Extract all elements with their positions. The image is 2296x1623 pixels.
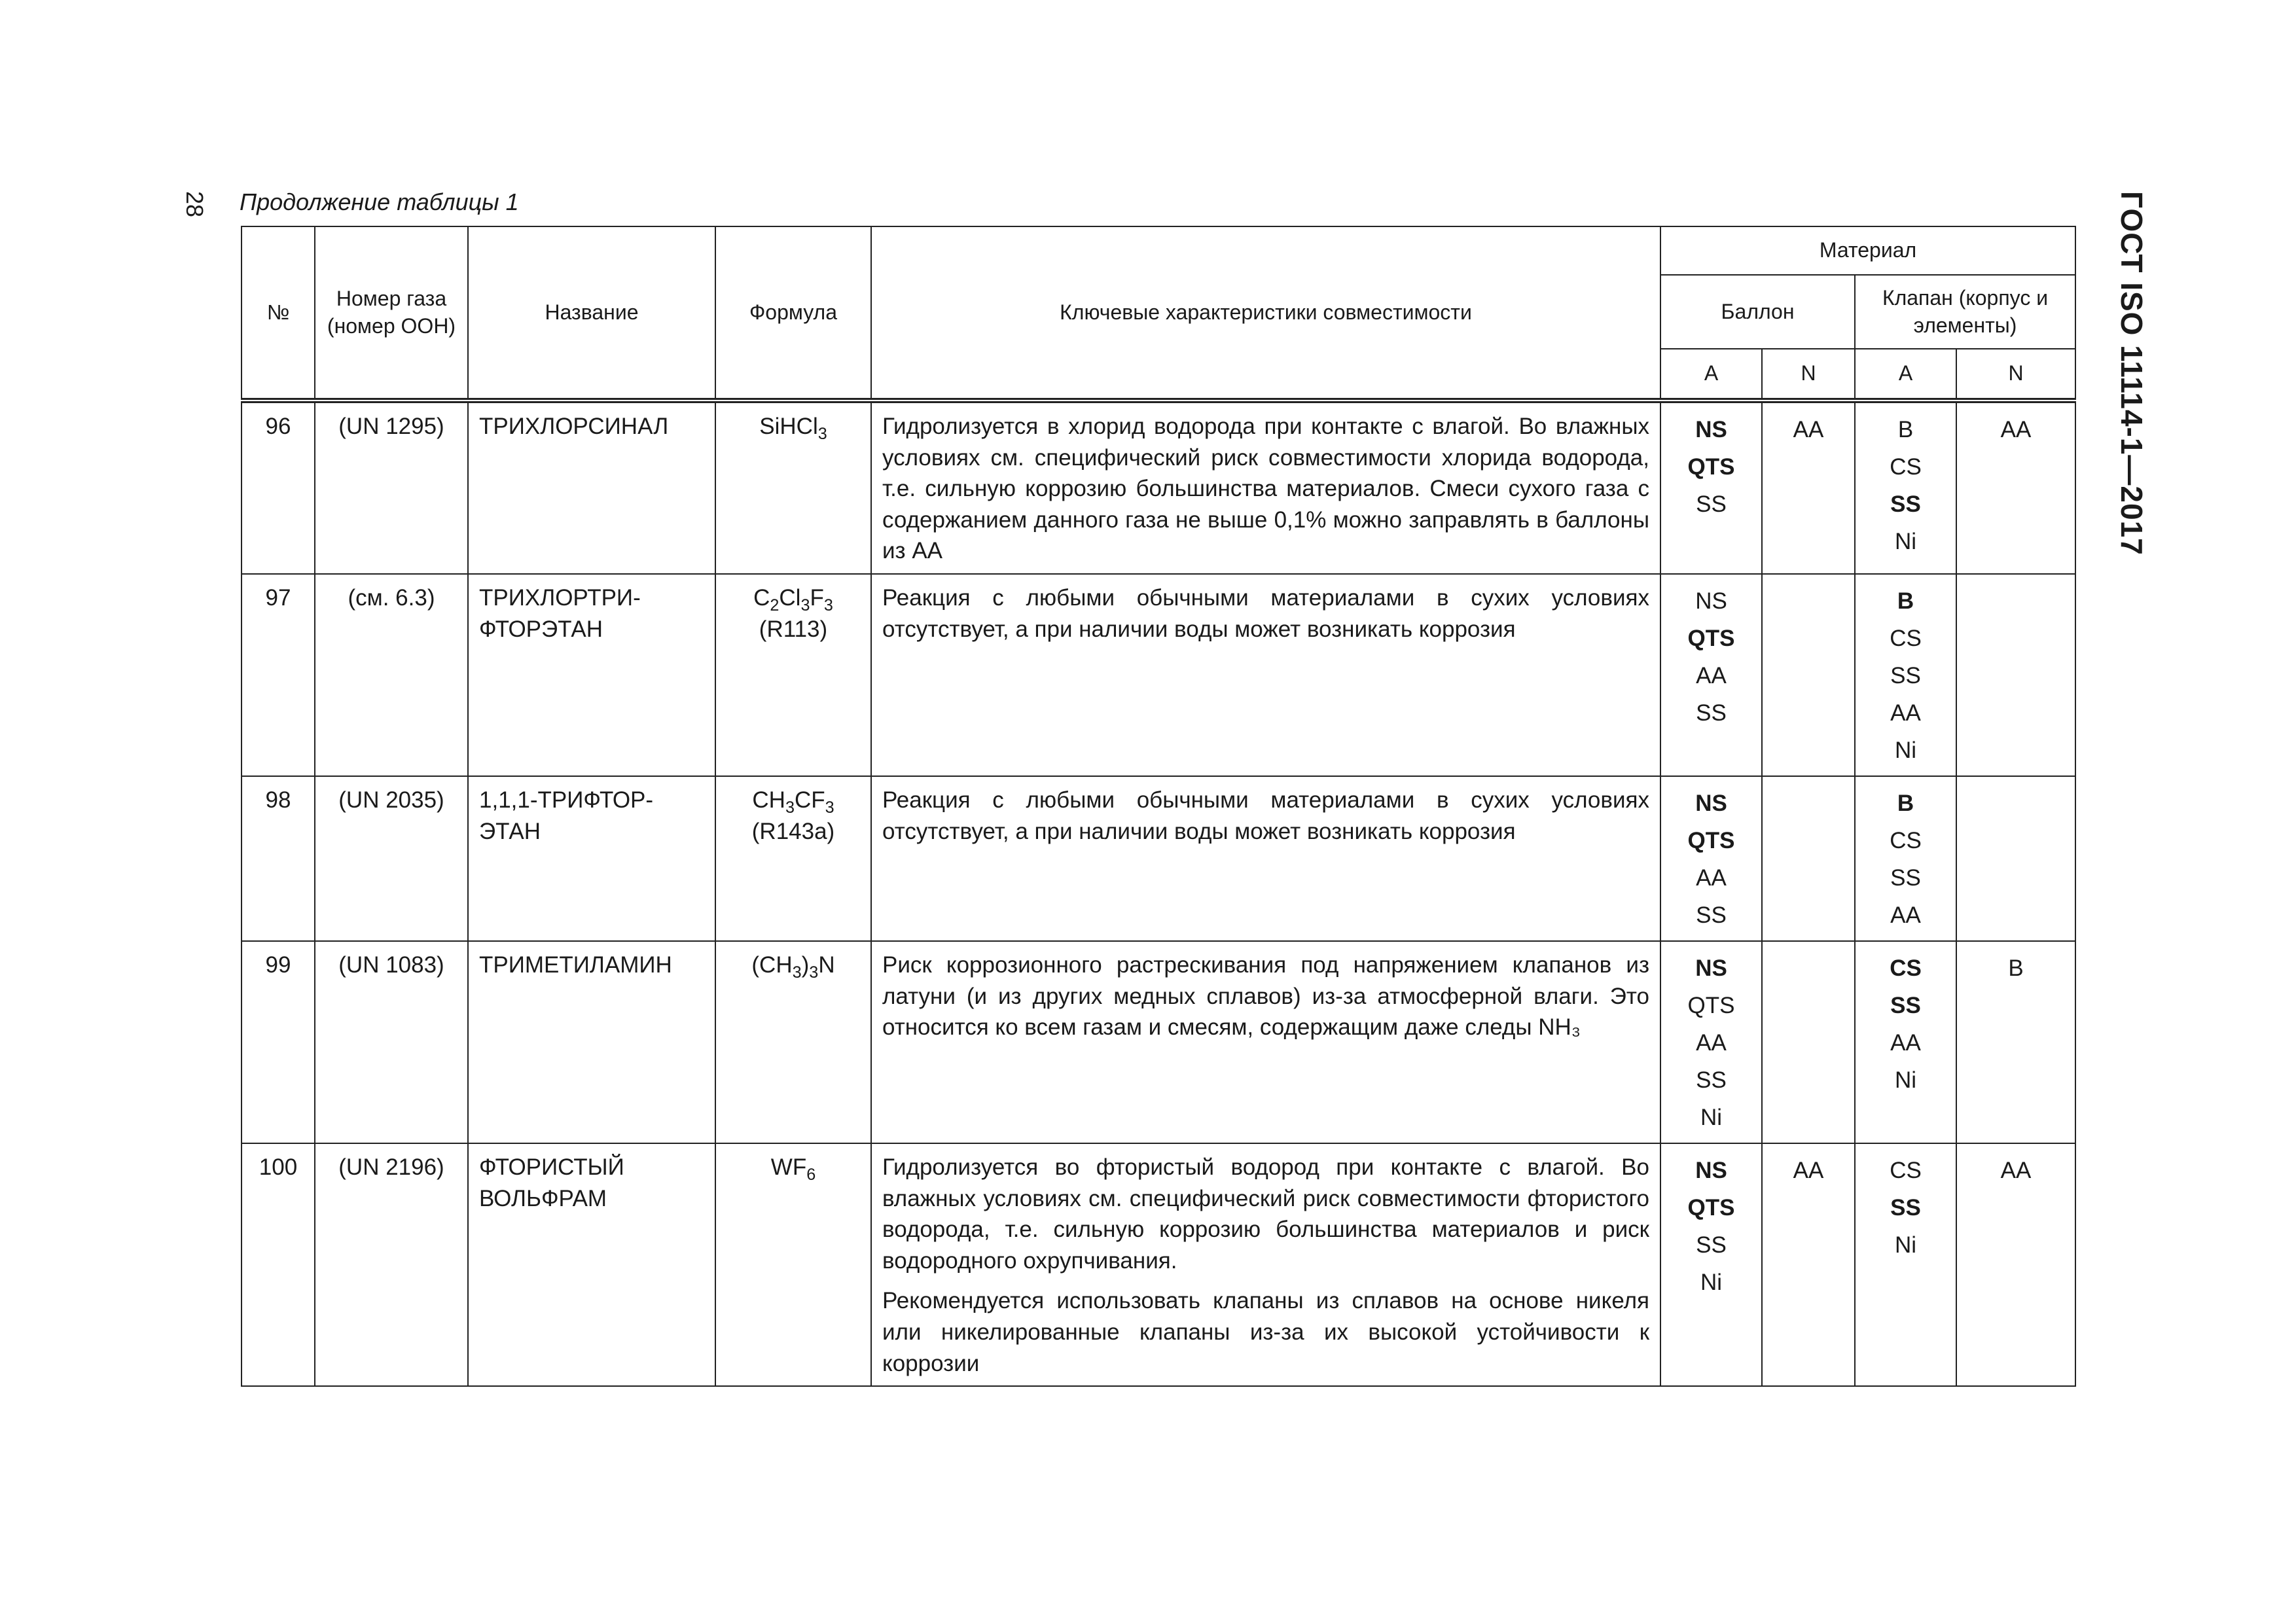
chemical-formula: $C_2Cl_3F_3$ (753, 584, 833, 615)
standard-code: ГОСТ ISO 11114-1—2017 (2115, 191, 2149, 556)
cell-cylinder-a (1660, 401, 1762, 574)
header-cylinder-a: A (1660, 349, 1762, 401)
cell-cylinder-n (1762, 776, 1855, 941)
cell-valve-a (1855, 574, 1956, 776)
cell-cylinder-n (1762, 1143, 1855, 1386)
header-cylinder-n: N (1762, 349, 1855, 401)
cell-cylinder-n (1762, 574, 1855, 776)
cell-valve-a (1855, 1143, 1956, 1386)
material-list (1773, 411, 1844, 448)
material-list (1672, 785, 1751, 934)
page-number: 28 (181, 191, 208, 218)
cell-cylinder-a (1660, 1143, 1762, 1386)
chemical-formula: SiHCl$_3$ (759, 414, 827, 444)
material-code: QTS (1687, 992, 1735, 1018)
material-list (1866, 582, 1945, 769)
compatibility-text: Риск коррозионного растрескивания под напряжением клапанов из латуни (и из других медных сплавов) из-за атмосферной влаги. Это относится ко всем газам и смесям, содержащим даже следы NH₃ (882, 952, 1649, 1041)
header-compatibility: Ключевые характеристики совместимости (871, 226, 1660, 401)
material-code: B (1897, 790, 1914, 816)
material-code: QTS (1687, 827, 1735, 853)
material-code: CS (1890, 1157, 1922, 1183)
header-valve: Клапан (корпус и элементы) (1855, 275, 2075, 349)
header-cylinder: Баллон (1660, 275, 1855, 349)
cell-gas-name: ТРИХЛОРТРИ-ФТОРЭТАН (468, 574, 715, 776)
material-code: NS (1695, 955, 1727, 981)
formula-refrigerant-code: (R143a) (751, 818, 835, 844)
material-code: AA (2000, 1157, 2032, 1183)
cell-formula (715, 941, 871, 1143)
material-list (1672, 411, 1751, 523)
cell-valve-a (1855, 401, 1956, 574)
header-gas-number: Номер газа (номер ООН) (315, 226, 468, 401)
header-valve-a: A (1855, 349, 1956, 401)
material-code: B (1897, 588, 1914, 614)
cell-formula (715, 776, 871, 941)
table-header (242, 226, 2075, 401)
material-code: AA (1696, 1029, 1727, 1056)
cell-cylinder-a (1660, 941, 1762, 1143)
cell-un-number: (см. 6.3) (315, 574, 468, 776)
cell-valve-a (1855, 941, 1956, 1143)
table-row (242, 941, 2075, 1143)
material-code: NS (1695, 790, 1727, 816)
material-code: SS (1696, 491, 1727, 517)
cell-valve-n (1956, 401, 2075, 574)
compatibility-text: Реакция с любыми обычными материалами в сухих условиях отсутствует, а при наличии воды может возникать коррозия (882, 584, 1649, 642)
table-row (242, 574, 2075, 776)
formula-subscript: 3 (792, 963, 802, 982)
formula-subscript: 3 (785, 798, 795, 817)
cell-compatibility (871, 941, 1660, 1143)
material-code: QTS (1687, 1194, 1735, 1221)
cell-number: 98 (242, 776, 315, 941)
cell-number: 99 (242, 941, 315, 1143)
cell-formula (715, 1143, 871, 1386)
material-code: Ni (1894, 1067, 1917, 1093)
material-code: Ni (1894, 1232, 1917, 1258)
material-code: Ni (1700, 1104, 1723, 1130)
formula-subscript: 3 (817, 425, 827, 444)
material-list (1672, 582, 1751, 732)
compatibility-text: Реакция с любыми обычными материалами в сухих условиях отсутствует, а при наличии воды может возникать коррозия (882, 787, 1649, 844)
material-list (1866, 1152, 1945, 1264)
table-row (242, 776, 2075, 941)
header-num: № (242, 226, 315, 401)
cell-compatibility (871, 776, 1660, 941)
cell-compatibility (871, 401, 1660, 574)
material-code: SS (1890, 865, 1921, 891)
formula-subscript: 3 (809, 963, 819, 982)
cell-compatibility (871, 1143, 1660, 1386)
chemical-formula: $(CH_3)_3N$ (751, 952, 835, 982)
header-material: Материал (1660, 226, 2075, 275)
header-name: Название (468, 226, 715, 401)
material-code: AA (1696, 662, 1727, 688)
material-code: SS (1890, 1194, 1921, 1221)
gas-compatibility-table (241, 226, 2076, 1387)
cell-valve-a (1855, 776, 1956, 941)
compatibility-text: Гидролизуется во фтористый водород при контакте с влагой. Во влажных условиях см. специфический риск совместимости фтористого водорода, т.е. сильную коррозию большинства материалов и риск водородного охрупчивания. (882, 1154, 1649, 1274)
table-body (242, 401, 2075, 1386)
cell-formula (715, 574, 871, 776)
material-code: NS (1695, 417, 1727, 442)
material-code: AA (1890, 1029, 1921, 1056)
material-code: AA (1793, 1157, 1824, 1183)
material-code: SS (1696, 1067, 1727, 1093)
formula-refrigerant-code: (R113) (759, 616, 828, 642)
cell-cylinder-n (1762, 401, 1855, 574)
chemical-formula: $CH_3CF_3$ (752, 787, 834, 817)
material-code: AA (2000, 417, 2032, 442)
cell-cylinder-n (1762, 941, 1855, 1143)
material-code: AA (1890, 902, 1921, 928)
material-code: QTS (1687, 625, 1735, 651)
material-list (1866, 950, 1945, 1099)
cell-un-number: (UN 2196) (315, 1143, 468, 1386)
material-list (1672, 950, 1751, 1136)
table-caption: Продолжение таблицы 1 (240, 188, 519, 215)
table-row (242, 401, 2075, 574)
material-code: AA (1793, 417, 1824, 442)
table-row (242, 1143, 2075, 1386)
cell-un-number: (UN 1295) (315, 401, 468, 574)
material-list (1967, 1152, 2064, 1189)
material-code: Ni (1700, 1269, 1723, 1295)
formula-subscript: 6 (806, 1166, 816, 1185)
compatibility-text: Рекомендуется использовать клапаны из сплавов на основе никеля или никелированные клапаны из-за их высокой устойчивости к коррозии (882, 1288, 1649, 1376)
cell-cylinder-a (1660, 574, 1762, 776)
material-code: CS (1890, 625, 1922, 651)
material-list (1967, 411, 2064, 448)
material-code: Ni (1894, 737, 1917, 763)
material-list (1773, 1152, 1844, 1189)
material-code: B (1897, 417, 1914, 442)
material-code: NS (1695, 1157, 1727, 1183)
cell-gas-name: ФТОРИСТЫЙ ВОЛЬФРАМ (468, 1143, 715, 1386)
header-formula: Формула (715, 226, 871, 401)
header-valve-n: N (1956, 349, 2075, 401)
material-code: SS (1696, 902, 1727, 928)
chemical-formula: $WF_6$ (770, 1154, 816, 1185)
cell-number: 97 (242, 574, 315, 776)
material-list (1672, 1152, 1751, 1301)
material-list (1866, 411, 1945, 560)
material-list (1967, 950, 2064, 987)
material-code: CS (1890, 955, 1922, 981)
material-code: B (2008, 955, 2024, 981)
compatibility-text: Гидролизуется в хлорид водорода при контакте с влагой. Во влажных условиях см. специфический риск совместимости хлорида водорода, т.е. сильную коррозию большинства материалов. Смеси сухого газа с содержанием данного газа не выше 0,1% можно заправлять в баллоны из AA (882, 414, 1649, 564)
material-code: SS (1890, 491, 1921, 517)
formula-subscript: 2 (770, 596, 780, 615)
cell-valve-n (1956, 1143, 2075, 1386)
cell-valve-n (1956, 941, 2075, 1143)
formula-subscript: 3 (800, 596, 810, 615)
material-code: SS (1890, 992, 1921, 1018)
cell-un-number: (UN 1083) (315, 941, 468, 1143)
formula-subscript: 3 (825, 798, 834, 817)
cell-gas-name: 1,1,1-ТРИФТОР-ЭТАН (468, 776, 715, 941)
material-code: Ni (1894, 529, 1917, 554)
cell-number: 100 (242, 1143, 315, 1386)
material-code: NS (1695, 588, 1727, 614)
cell-cylinder-a (1660, 776, 1762, 941)
material-list (1866, 785, 1945, 934)
cell-compatibility (871, 574, 1660, 776)
cell-valve-n (1956, 776, 2075, 941)
material-code: CS (1890, 454, 1922, 480)
material-code: AA (1696, 865, 1727, 891)
material-code: AA (1890, 700, 1921, 726)
material-code: SS (1890, 662, 1921, 688)
cell-gas-name: ТРИМЕТИЛАМИН (468, 941, 715, 1143)
cell-number: 96 (242, 401, 315, 574)
cell-valve-n (1956, 574, 2075, 776)
formula-subscript: 3 (823, 596, 833, 615)
material-code: SS (1696, 1232, 1727, 1258)
cell-gas-name: ТРИХЛОРСИНАЛ (468, 401, 715, 574)
cell-un-number: (UN 2035) (315, 776, 468, 941)
material-code: SS (1696, 700, 1727, 726)
cell-formula (715, 401, 871, 574)
material-code: CS (1890, 827, 1922, 853)
material-code: QTS (1687, 454, 1735, 480)
